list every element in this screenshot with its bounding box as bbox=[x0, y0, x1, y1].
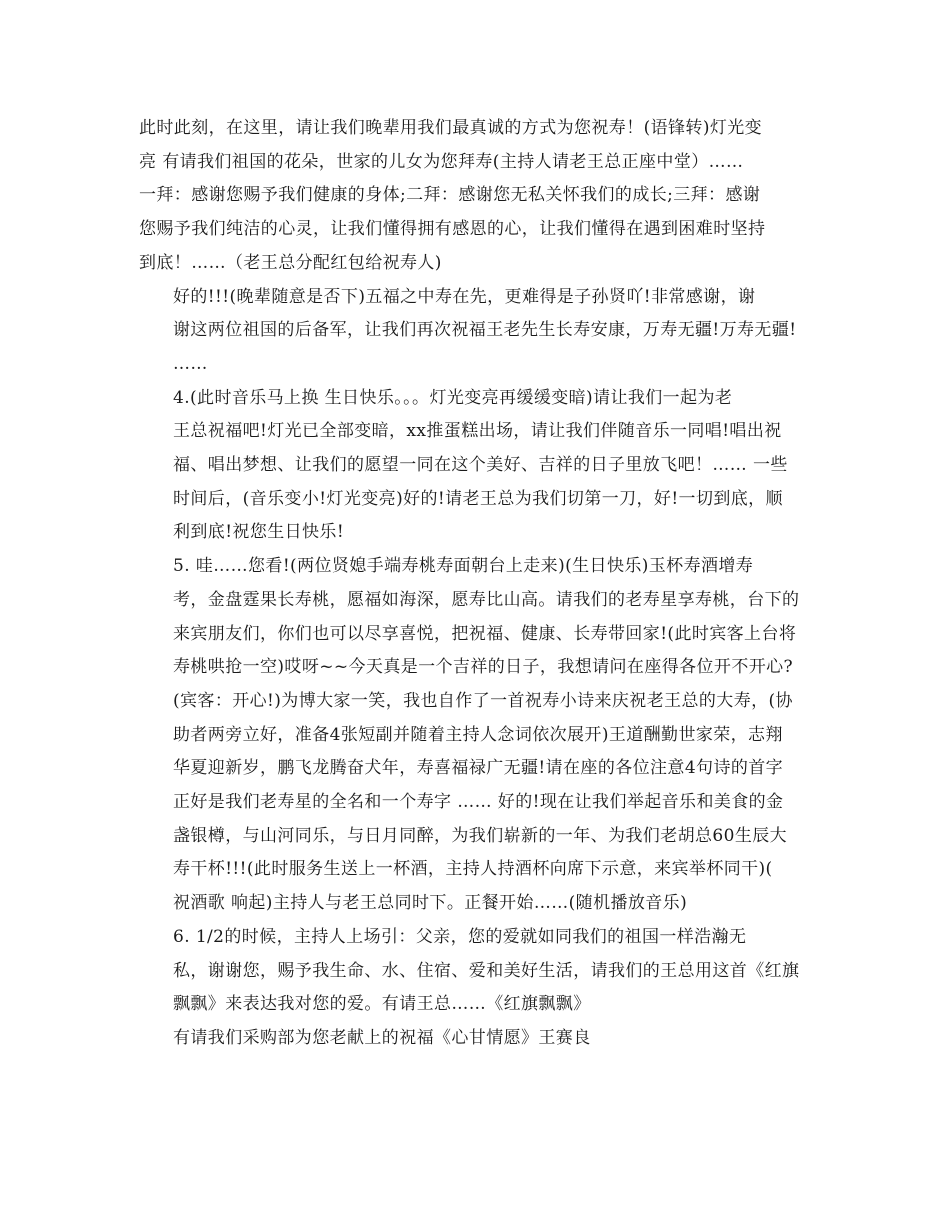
text-line: 6. 1/2的时候，主持人上场引：父亲，您的爱就如同我们的祖国一样浩瀚无 bbox=[173, 926, 747, 947]
text-line: 5. 哇……您看!(两位贤媳手端寿桃寿面朝台上走来)(生日快乐)玉杯寿酒增寿 bbox=[173, 556, 754, 577]
text-line: 一拜：感谢您赐予我们健康的身体;二拜：感谢您无私关怀我们的成长;三拜：感谢 bbox=[139, 185, 761, 206]
text-line: 亮 有请我们祖国的花朵，世家的儿女为您拜寿(主持人请老王总正座中堂）…… bbox=[139, 151, 744, 172]
text-line: …… bbox=[173, 353, 208, 374]
paragraph-4 bbox=[139, 550, 813, 921]
text-line: 飘飘》来表达我对您的爱。有请王总……《红旗飘飘》 bbox=[173, 994, 591, 1015]
paragraph-1 bbox=[139, 112, 813, 281]
text-line: 祝酒歌 响起)主持人与老王总同时下。正餐开始……(随机播放音乐) bbox=[173, 893, 688, 914]
text-line: 到底！……（老王总分配红包给祝寿人) bbox=[139, 252, 442, 273]
text-line: 有请我们采购部为您老献上的祝福《心甘情愿》王赛良 bbox=[173, 1027, 591, 1048]
text-line: 私，谢谢您，赐予我生命、水、住宿、爱和美好生活，请我们的王总用这首《红旗 bbox=[173, 960, 800, 981]
text-line: 正好是我们老寿星的全名和一个寿字 …… 好的!现在让我们举起音乐和美食的金 bbox=[173, 792, 784, 813]
text-line: 您赐予我们纯洁的心灵，让我们懂得拥有感恩的心，让我们懂得在遇到困难时坚持 bbox=[139, 219, 766, 240]
text-line: 好的!!!(晚辈随意是否下)五福之中寿在先，更难得是子孙贤吖!非常感谢，谢 bbox=[173, 286, 756, 307]
text-line: 利到底!祝您生日快乐! bbox=[173, 522, 345, 543]
paragraph-3 bbox=[139, 382, 813, 551]
paragraph-6 bbox=[139, 1022, 813, 1056]
text-line: 此时此刻，在这里，请让我们晚辈用我们最真诚的方式为您祝寿！(语锋转)灯光变 bbox=[139, 118, 763, 138]
text-line: 华夏迎新岁，鹏飞龙腾奋犬年，寿喜福禄广无疆!请在座的各位注意4句诗的首字 bbox=[173, 758, 784, 779]
paragraph-5 bbox=[139, 921, 813, 1022]
text-line: 盏银樽，与山河同乐，与日月同醉，为我们崭新的一年、为我们老胡总60生辰大 bbox=[173, 825, 788, 846]
document-body bbox=[139, 112, 813, 1056]
text-line: 时间后，(音乐变小!灯光变亮)好的!请老王总为我们切第一刀，好!一切到底，顺 bbox=[173, 488, 783, 509]
text-line: 福、唱出梦想、让我们的愿望一同在这个美好、吉祥的日子里放飞吧！…… 一些 bbox=[173, 455, 788, 476]
paragraph-2 bbox=[139, 281, 813, 382]
text-line: 考，金盘霆果长寿桃，愿福如海深，愿寿比山高。请我们的老寿星享寿桃，台下的 bbox=[173, 589, 800, 610]
text-line: 4.(此时音乐马上换 生日快乐。。。灯光变亮再缓缓变暗)请让我们一起为老 bbox=[173, 387, 733, 408]
text-line: 谢这两位祖国的后备军，让我们再次祝福王老先生长寿安康，万寿无疆!万寿无疆! bbox=[173, 320, 797, 341]
text-line: 寿干杯!!!(此时服务生送上一杯酒，主持人持酒杯向席下示意，来宾举杯同干)( bbox=[173, 859, 773, 880]
text-line: 助者两旁立好，准备4张短副并随着主持人念词依次展开)王道酬勤世家荣，志翔 bbox=[173, 724, 783, 745]
text-line: 王总祝福吧!灯光已全部变暗，xx推蛋糕出场，请让我们伴随音乐一同唱!唱出祝 bbox=[173, 421, 782, 442]
text-line: 来宾朋友们，你们也可以尽享喜悦，把祝福、健康、长寿带回家!(此时宾客上台将 bbox=[173, 623, 797, 644]
text-line: (宾客：开心!)为博大家一笑，我也自作了一首祝寿小诗来庆祝老王总的大寿，(协 bbox=[173, 690, 793, 711]
text-line: 寿桃哄抢一空)哎呀~~今天真是一个吉祥的日子，我想请问在座得各位开不开心? bbox=[173, 657, 794, 678]
